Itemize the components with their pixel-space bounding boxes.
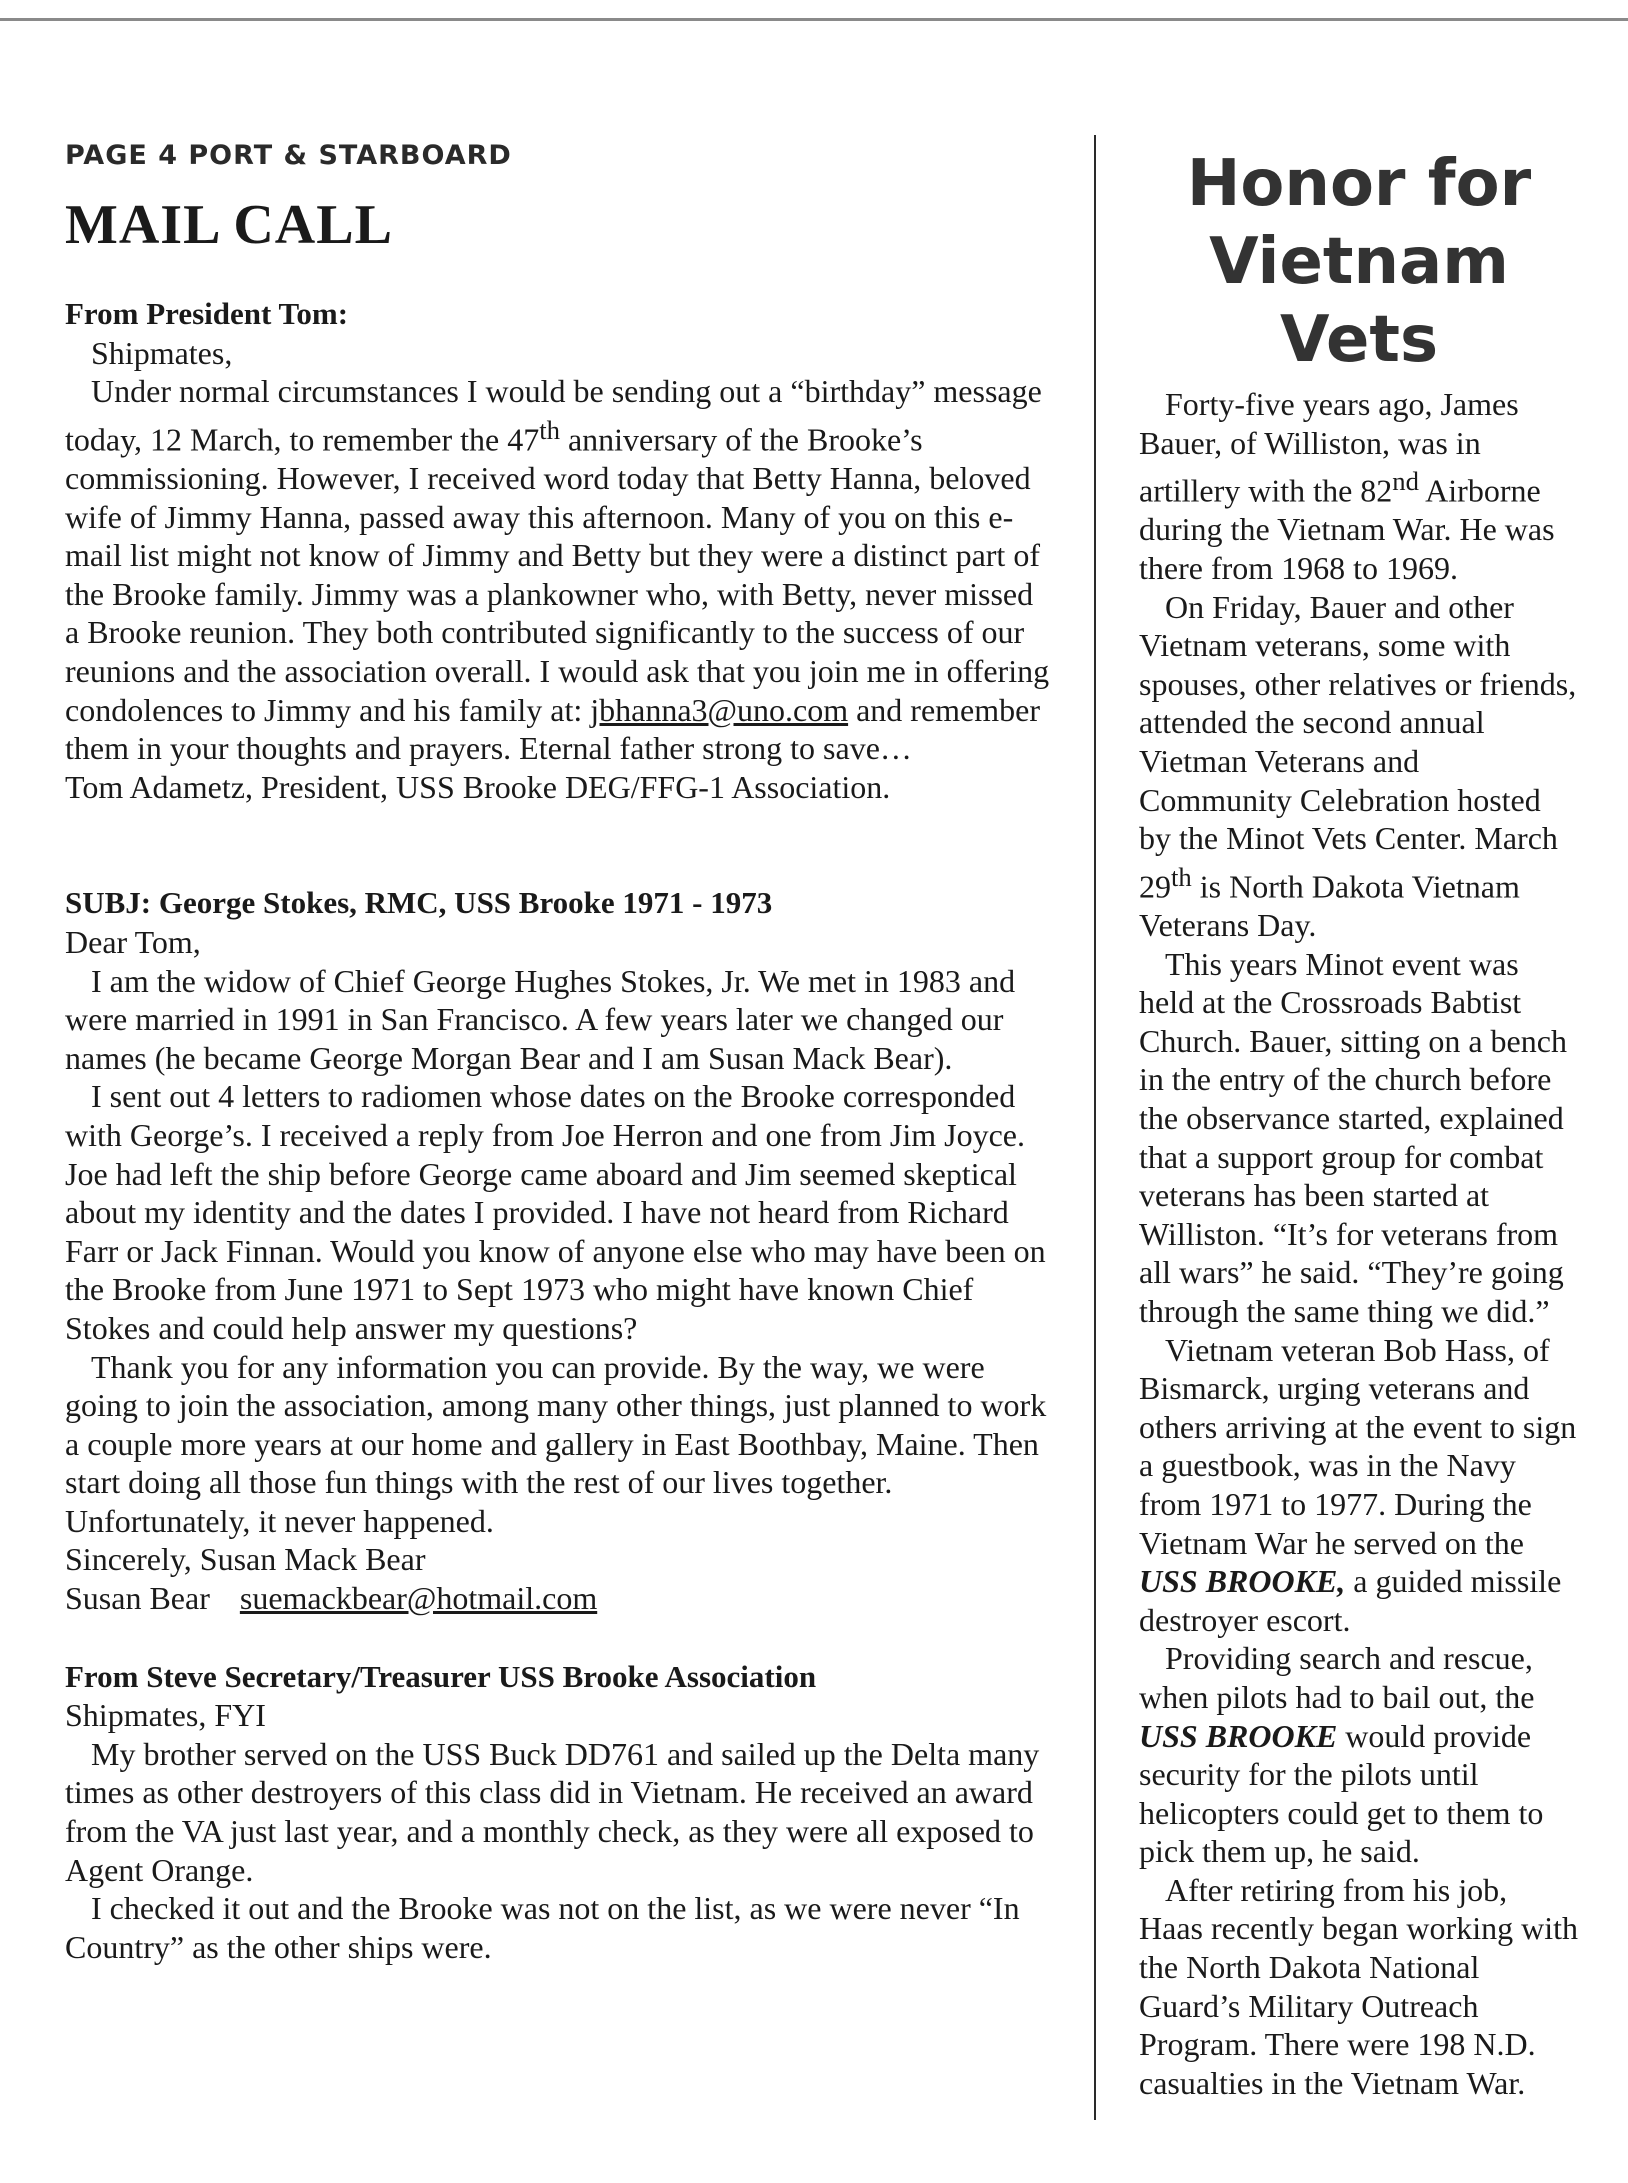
ship-name: USS BROOKE, xyxy=(1139,1563,1346,1600)
letter-steve xyxy=(65,1658,1055,1967)
article-paragraph xyxy=(1139,588,1579,945)
article-paragraph xyxy=(1139,1331,1579,1640)
article-paragraph: This years Minot event was held at the Crossroads Babtist Church. Bauer, sitting on a bench in the entry of the church before the observance started, explained that a support group for combat veterans has been started at Williston. “It’s for veterans from all wars” he said. “They’re going through the same thing we did.” xyxy=(1139,945,1567,1329)
letter-heading: From President Tom: xyxy=(65,296,349,331)
text-run: Providing search and rescue, when pilots had to bail out, the xyxy=(1139,1640,1535,1715)
letter-signature: Tom Adametz, President, USS Brooke DEG/FFG-1 Association. xyxy=(65,768,891,805)
superscript: nd xyxy=(1392,466,1419,497)
mail-call-title: MAIL CALL xyxy=(65,194,393,256)
text-run: would provide security for the pilots until helicopters could get to them to pick them up, he said. xyxy=(1139,1717,1544,1870)
letter-closing: Sincerely, Susan Mack Bear xyxy=(65,1541,426,1578)
article-paragraph xyxy=(1139,385,1579,588)
letter-salutation: Dear Tom, xyxy=(65,923,201,960)
letter-paragraph xyxy=(65,372,1055,768)
ship-name: USS BROOKE xyxy=(1139,1717,1338,1754)
email-link[interactable]: jbhanna3@uno.com xyxy=(590,691,849,728)
title-line: Vets xyxy=(1279,303,1439,377)
letter-paragraph: I am the widow of Chief George Hughes Stokes, Jr. We met in 1983 and were married in 1991 in San Francisco. A few years later we changed our names (he became George Morgan Bear and I am Susan Mack Bear). xyxy=(65,962,1016,1076)
title-line: Honor for xyxy=(1186,147,1532,221)
letter-paragraph: I checked it out and the Brooke was not on the list, as we were never “In Country” as the other ships were. xyxy=(65,1890,1020,1965)
text-run: Forty-five years ago, James Bauer, of Williston, was in artillery with the 82 xyxy=(1139,386,1519,509)
title-line: Vietnam xyxy=(1209,225,1509,299)
letter-salutation: Shipmates, xyxy=(91,334,233,371)
mail-call-column xyxy=(65,140,1055,1966)
sidebar-article xyxy=(1139,385,1579,2102)
honor-sidebar xyxy=(1139,145,1579,2102)
text-run: Airborne during the Vietnam War. He was there from 1968 to 1969. xyxy=(1139,472,1555,587)
superscript: th xyxy=(539,414,560,445)
letter-paragraph: My brother served on the USS Buck DD761 and sailed up the Delta many times as other destroyers of this class did in Vietnam. He received an award from the VA just last year, and a monthly check, as they were all exposed to Agent Orange. xyxy=(65,1735,1040,1888)
sidebar-title xyxy=(1139,145,1579,379)
text-run: Under normal circumstances I would be sending out a “birthday” message today, 12 March, to remember the 47 xyxy=(65,373,1042,458)
letter-heading: SUBJ: George Stokes, RMC, USS Brooke 1971 - 1973 xyxy=(65,885,773,921)
letter-president xyxy=(65,295,1055,806)
text-run: Vietnam veteran Bob Hass, of Bismarck, urging veterans and others arriving at the event to sign a guestbook, was in the Navy from 1971 to 1977. During the Vietnam War he served on the xyxy=(1139,1331,1577,1561)
article-paragraph xyxy=(1139,1639,1579,1871)
letter-paragraph: Thank you for any information you can provide. By the way, we were going to join the association, among many other things, just planned to work a couple more years at our home and gallery in East Boothbay, Maine. Then start doing all those fun things with the rest of our lives together. Unfortunately, it never happened. xyxy=(65,1348,1047,1539)
letter-paragraph: I sent out 4 letters to radiomen whose dates on the Brooke corresponded with George’s. I received a reply from Joe Herron and one from Jim Joyce. Joe had left the ship before George came aboard and Jim seemed skeptical about my identity and the dates I provided. I have not heard from Richard Farr or Jack Finnan. Would you know of anyone else who may have been on the Brooke from June 1971 to Sept 1973 who might have known Chief Stokes and could help answer my questions? xyxy=(65,1078,1046,1346)
text-run: a guided missile destroyer escort. xyxy=(1139,1563,1562,1638)
email-link[interactable]: suemackbear@hotmail.com xyxy=(239,1580,598,1617)
superscript: th xyxy=(1171,861,1192,892)
letter-stokes xyxy=(65,884,1055,1617)
column-divider xyxy=(1094,135,1096,2120)
text-run: anniversary of the Brooke’s commissioning. However, I received word today that Betty Hanna, beloved wife of Jimmy Hanna, passed away this afternoon. Many of you on this e-mail list might not know of Jimmy and Betty but they were a distinct part of the Brooke family. Jimmy was a plankowner who, with Betty, never missed a Brooke reunion. They both contributed significantly to the success of our reunions and the association overall. I would ask that you join me in offering condolences to Jimmy and his family at: xyxy=(65,421,1050,728)
page-header: PAGE 4 PORT & STARBOARD xyxy=(65,140,512,171)
letter-signature xyxy=(65,1579,1055,1618)
text-run: On Friday, Bauer and other Vietnam veterans, some with spouses, other relatives or friends, attended the second annual Vietman Veterans and Community Celebration hosted by the Minot Vets Center. March 29 xyxy=(1139,588,1577,905)
letter-heading: From Steve Secretary/Treasurer USS Brooke Association xyxy=(65,1658,817,1694)
text-run: is North Dakota Vietnam Veterans Day. xyxy=(1139,868,1520,944)
article-paragraph: After retiring from his job, Haas recently began working with the North Dakota National Guard’s Military Outreach Program. There were 198 N.D. casualties in the Vietnam War. xyxy=(1139,1871,1578,2101)
signature-name: Susan Bear xyxy=(65,1580,210,1617)
text-run: and remember them in your thoughts and prayers. Eternal father strong to save… xyxy=(65,691,1040,767)
top-rule xyxy=(0,18,1628,21)
letter-salutation: Shipmates, FYI xyxy=(65,1697,266,1734)
